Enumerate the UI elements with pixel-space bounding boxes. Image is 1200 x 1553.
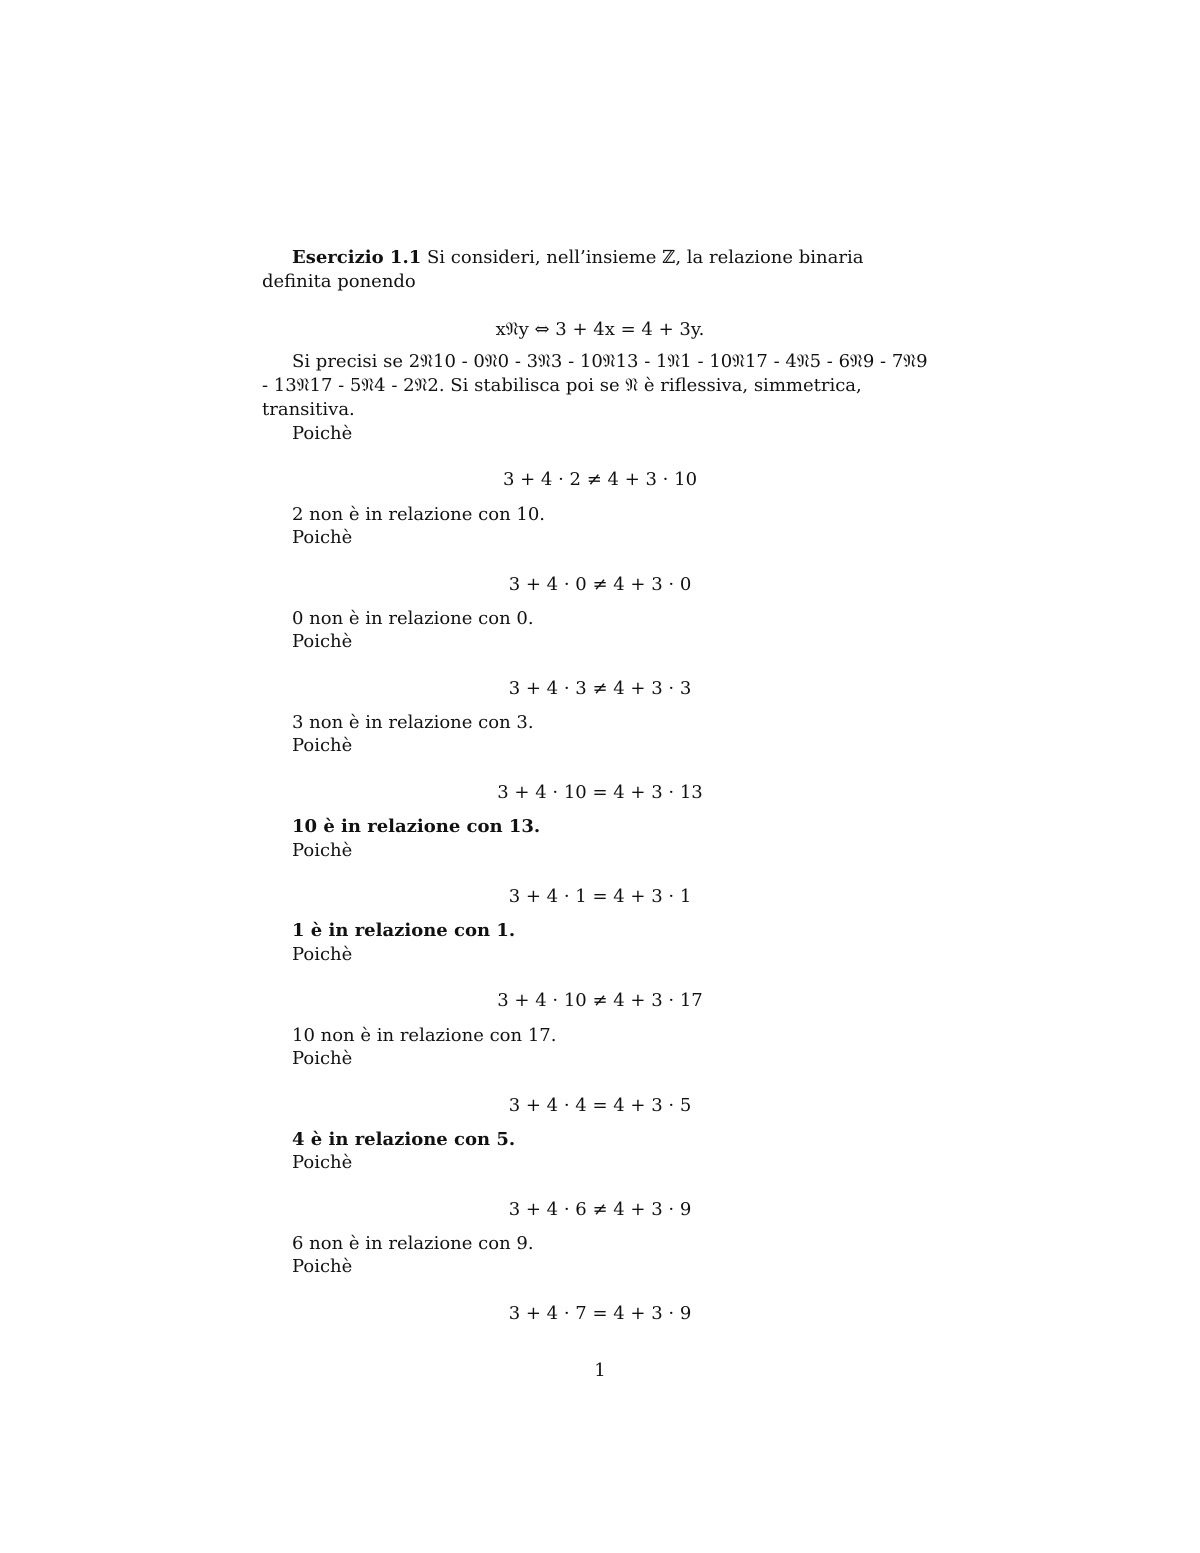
poiche-7: Poichè bbox=[292, 1048, 353, 1069]
poiche-3: Poichè bbox=[292, 631, 353, 652]
conclusion-5: 1 è in relazione con 1. bbox=[292, 920, 516, 941]
equation-1: 3 + 4 · 2 ≠ 4 + 3 · 10 bbox=[502, 469, 698, 490]
exercise-question: Si precisi se 2𝔑10 - 0𝔑0 - 3𝔑3 - 10𝔑13 - 1𝔑1 - 10𝔑17 - 4𝔑5 - 6𝔑9 - 7𝔑9 - 13𝔑17 - 5𝔑4 - 2𝔑2. Si stabilisca poi se 𝔑 è riflessiva, simmetrica, transitiva. bbox=[262, 351, 928, 420]
relation-definition: x𝔑y ⇔ 3 + 4x = 4 + 3y. bbox=[495, 319, 705, 340]
equation-7: 3 + 4 · 4 = 4 + 3 · 5 bbox=[508, 1095, 692, 1116]
poiche-5: Poichè bbox=[292, 840, 353, 861]
equation-4: 3 + 4 · 10 = 4 + 3 · 13 bbox=[497, 782, 703, 803]
equation-2: 3 + 4 · 0 ≠ 4 + 3 · 0 bbox=[508, 574, 692, 595]
conclusion-3: 3 non è in relazione con 3. bbox=[292, 712, 534, 733]
poiche-9: Poichè bbox=[292, 1256, 353, 1277]
poiche-4: Poichè bbox=[292, 735, 353, 756]
equation-9: 3 + 4 · 7 = 4 + 3 · 9 bbox=[508, 1303, 692, 1324]
poiche-8: Poichè bbox=[292, 1152, 353, 1173]
conclusion-2: 0 non è in relazione con 0. bbox=[292, 608, 534, 629]
equation-6: 3 + 4 · 10 ≠ 4 + 3 · 17 bbox=[497, 990, 703, 1011]
equation-8: 3 + 4 · 6 ≠ 4 + 3 · 9 bbox=[508, 1199, 692, 1220]
page-number: 1 bbox=[594, 1360, 606, 1381]
poiche-1: Poichè bbox=[292, 423, 353, 444]
conclusion-8: 6 non è in relazione con 9. bbox=[292, 1233, 534, 1254]
conclusion-1: 2 non è in relazione con 10. bbox=[292, 504, 546, 525]
exercise-intro bbox=[262, 246, 938, 294]
equation-3: 3 + 4 · 3 ≠ 4 + 3 · 3 bbox=[508, 678, 692, 699]
exercise-intro-text: Si consideri, nell’insieme ℤ, la relazione binaria definita ponendo bbox=[262, 247, 864, 292]
poiche-2: Poichè bbox=[292, 527, 353, 548]
exercise-label: Esercizio 1.1 bbox=[292, 247, 422, 268]
conclusion-4: 10 è in relazione con 13. bbox=[292, 816, 541, 837]
conclusion-6: 10 non è in relazione con 17. bbox=[292, 1025, 557, 1046]
equation-5: 3 + 4 · 1 = 4 + 3 · 1 bbox=[508, 886, 692, 907]
poiche-6: Poichè bbox=[292, 944, 353, 965]
conclusion-7: 4 è in relazione con 5. bbox=[292, 1129, 516, 1150]
